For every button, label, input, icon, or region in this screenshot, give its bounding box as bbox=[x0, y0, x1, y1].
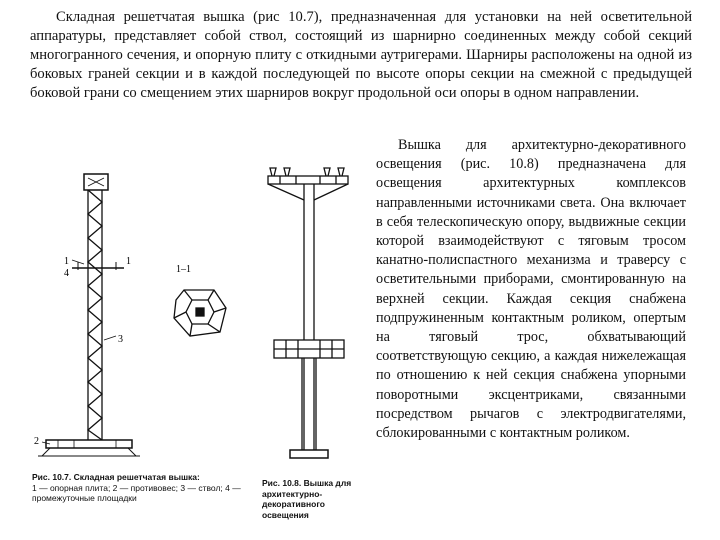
figure-10-8 bbox=[260, 160, 370, 470]
paragraph-right-text: Вышка для архитектурно-декоративного освещения (рис. 10.8) предназначена для освещения архитектурных комплексов направленными источниками света. Она включает в себя телескопическую опору, выдвижные секции которой взаимодействуют с тяговым тросом канатно-полиспастного механизма и траверсу с осветительными приборами, смонтированную на верхней секции. Каждая секция снабжена подпружиненным контактным роликом, опертым на тяговый трос, обхватывающий соответствующую секцию, а каждая нижележащая по отношению к ней секция снабжена упорными поворотными эксцентриками, связанными посредством рычагов с электродвигателями, сблокированными с контактным роликом. bbox=[376, 137, 686, 442]
marker-2: 2 bbox=[34, 436, 39, 447]
mast-base bbox=[290, 450, 328, 458]
marker-3: 3 bbox=[118, 334, 123, 345]
marker-1: 1 bbox=[64, 256, 69, 267]
telescopic-mast bbox=[302, 184, 316, 450]
figure-10-7-caption bbox=[32, 472, 252, 504]
base-plate bbox=[46, 440, 132, 448]
architectural-lighting-tower-drawing bbox=[260, 160, 370, 470]
section-1-1-view bbox=[174, 290, 226, 336]
figure-10-7-caption-legend: 1 — опорная плита; 2 — противовес; 3 — ствол; 4 — промежуточные площадки bbox=[32, 482, 241, 503]
marker-1b: 1 bbox=[126, 256, 131, 267]
mast-platform bbox=[274, 340, 344, 358]
section-label: 1–1 bbox=[176, 264, 191, 275]
paragraph-top-text: Складная решетчатая вышка (рис 10.7), предназначенная для установки на ней осветительной аппаратуры, представляет собой ствол, состоящий из шарнирно соединенных между собой секций многогранного сечения, и опорную плиту с откидными аутригерами. Шарниры расположены на одной из боковых граней секции и в каждой последующей по высоте опоры секции на смежной с предыдущей боковой грани со смещением этих шарниров вокруг продольной оси опоры в одном направлении. bbox=[30, 9, 692, 101]
marker-4: 4 bbox=[64, 268, 69, 279]
tower-lattice-mast bbox=[88, 190, 102, 440]
figure-10-8-caption-text: Рис. 10.8. Вышка для архитектурно-декоративного освещения bbox=[262, 478, 352, 520]
figure-10-8-caption bbox=[262, 478, 372, 520]
figure-10-7-caption-title: Рис. 10.7. Складная решетчатая вышка: bbox=[32, 472, 200, 482]
paragraph-top bbox=[30, 8, 692, 103]
figure-10-7 bbox=[28, 160, 258, 460]
lighting-crossarm bbox=[268, 168, 348, 200]
folding-tower-drawing bbox=[28, 160, 258, 460]
paragraph-right bbox=[376, 136, 686, 443]
